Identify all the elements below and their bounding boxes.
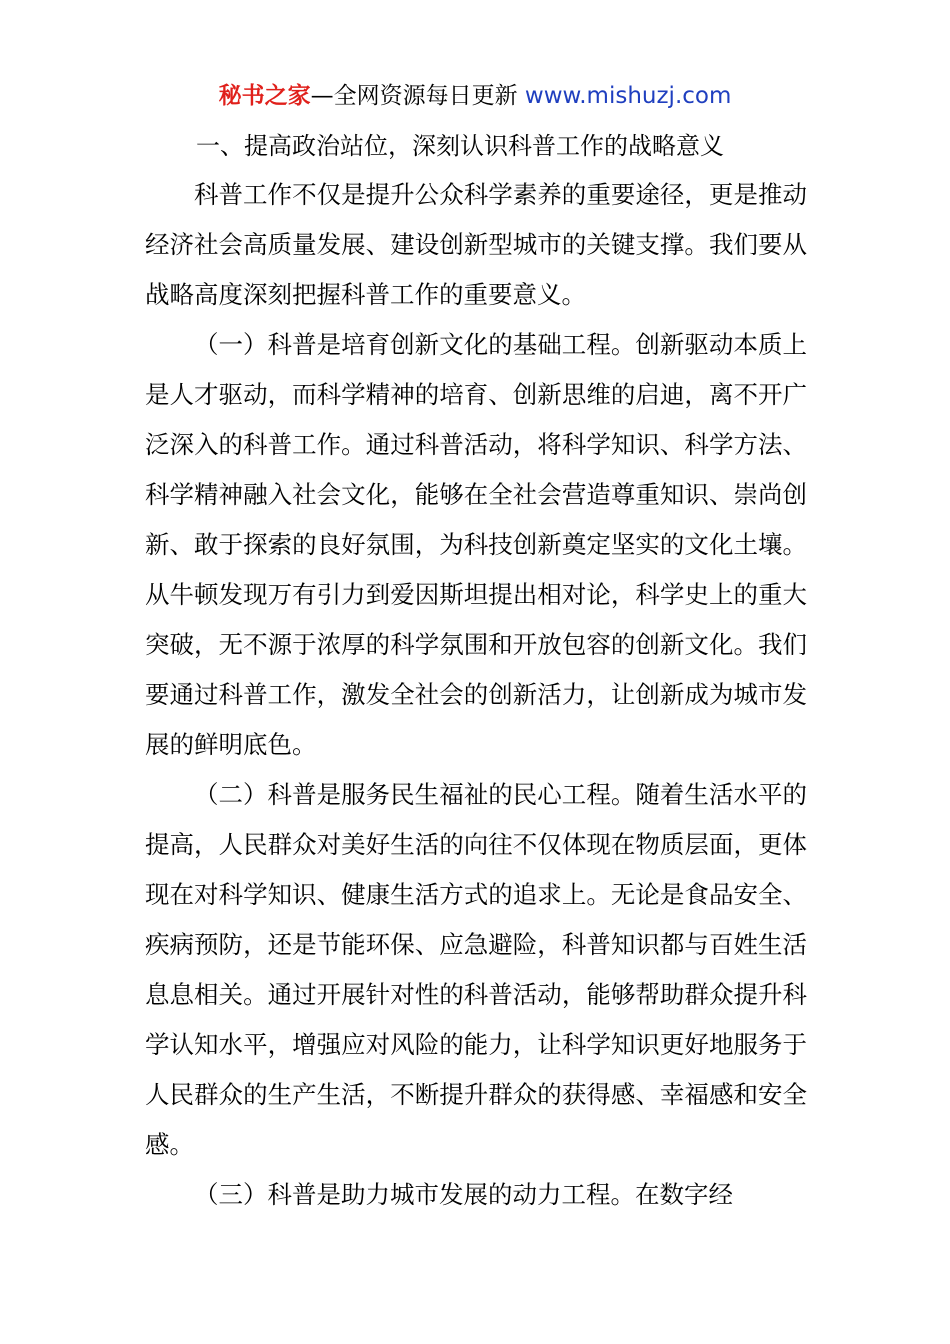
document-body [145, 170, 807, 1220]
site-url-link[interactable]: www.mishuzj.com [524, 83, 732, 109]
header-slogan: —全网资源每日更新 [310, 83, 518, 109]
section-heading: 一、提高政治站位，深刻认识科普工作的战略意义 [196, 132, 724, 160]
brand-name: 秘书之家 [218, 83, 311, 109]
paragraph-point-one: （一）科普是培育创新文化的基础工程。创新驱动本质上是人才驱动，而科学精神的培育、创新思维的启迪，离不开广泛深入的科普工作。通过科普活动，将科学知识、科学方法、科学精神融入社会文化，能够在全社会营造尊重知识、崇尚创新、敢于探索的良好氛围，为科技创新奠定坚实的文化土壤。从牛顿发现万有引力到爱因斯坦提出相对论，科学史上的重大突破，无不源于浓厚的科学氛围和开放包容的创新文化。我们要通过科普工作，激发全社会的创新活力，让创新成为城市发展的鲜明底色。 [145, 330, 807, 759]
paragraph-intro: 科普工作不仅是提升公众科学素养的重要途径，更是推动经济社会高质量发展、建设创新型城市的关键支撑。我们要从战略高度深刻把握科普工作的重要意义。 [145, 180, 807, 309]
paragraph-point-three: （三）科普是助力城市发展的动力工程。在数字经 [194, 1180, 733, 1209]
paragraph-point-two: （二）科普是服务民生福祉的民心工程。随着生活水平的提高，人民群众对美好生活的向往不仅体现在物质层面，更体现在对科学知识、健康生活方式的追求上。无论是食品安全、疾病预防，还是节能环保、应急避险，科普知识都与百姓生活息息相关。通过开展针对性的科普活动，能够帮助群众提升科学认知水平，增强应对风险的能力，让科学知识更好地服务于人民群众的生产生活，不断提升群众的获得感、幸福感和安全感。 [145, 780, 807, 1159]
site-header [0, 80, 950, 112]
